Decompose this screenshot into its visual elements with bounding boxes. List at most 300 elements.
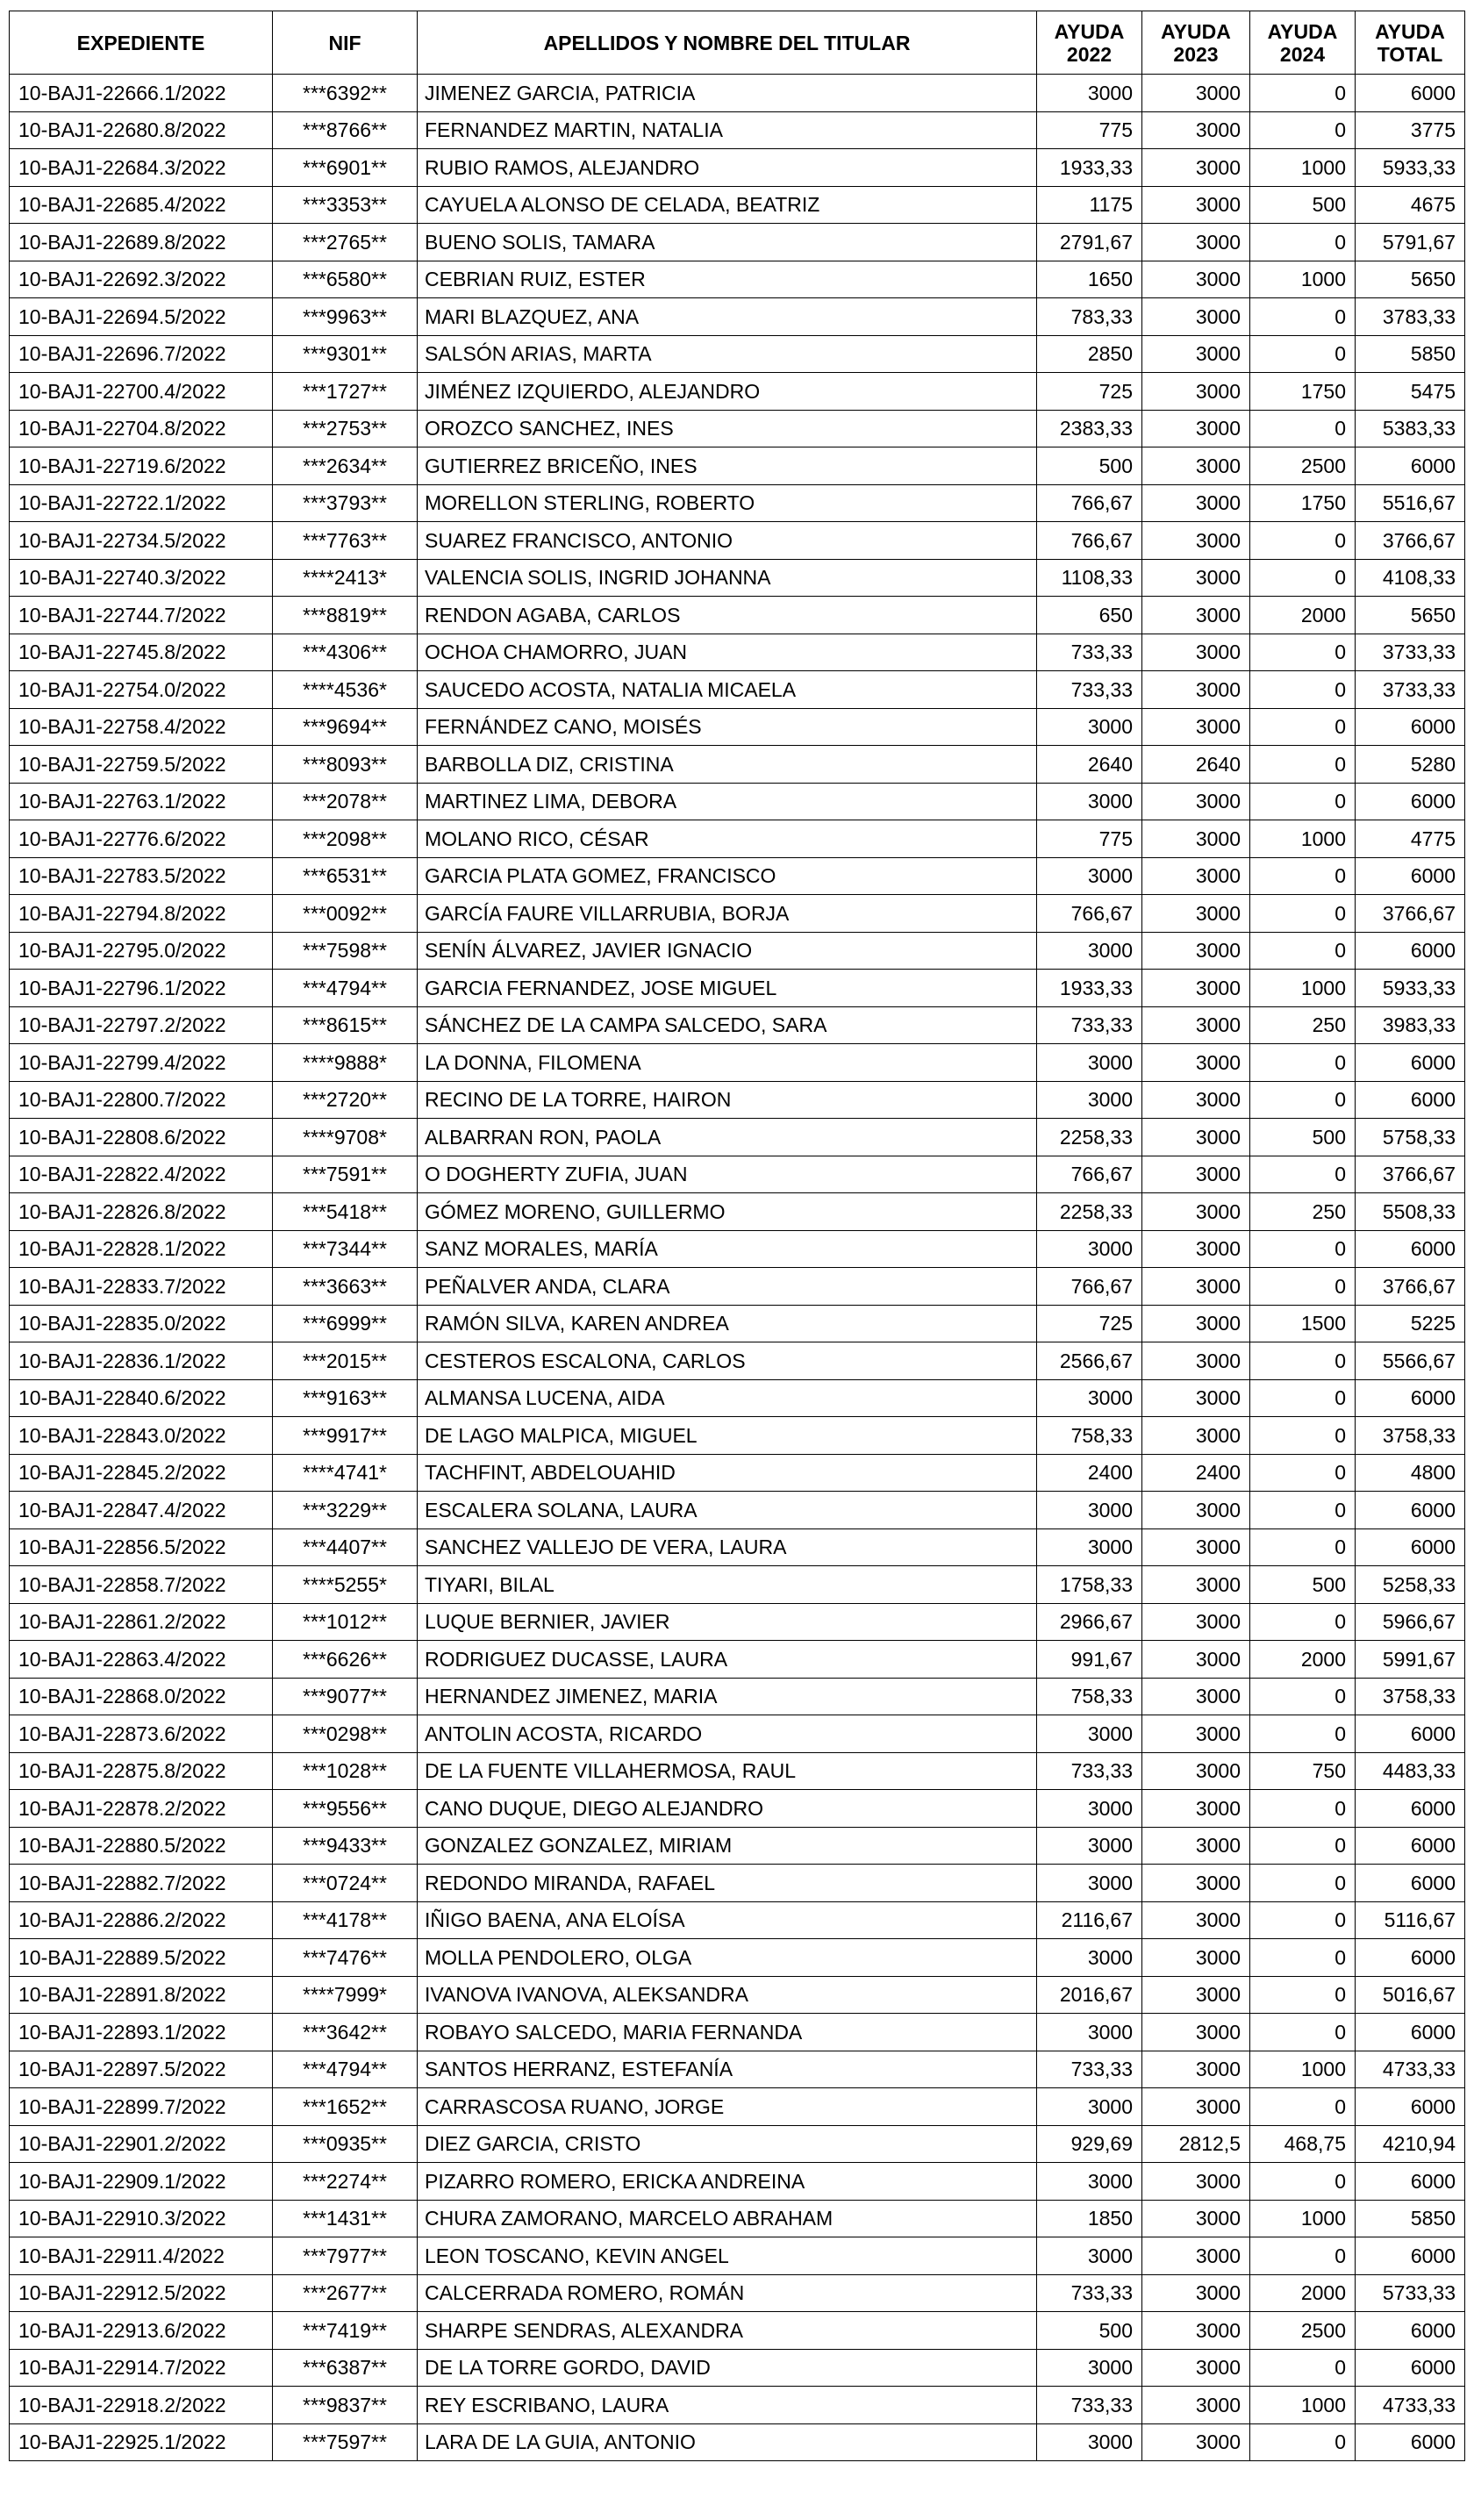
- nif-cell: ***1727**: [273, 373, 418, 411]
- ayuda-2022-cell: 1933,33: [1037, 149, 1142, 187]
- ayuda-2023-cell: 3000: [1142, 1156, 1250, 1193]
- ayuda-2023-cell: 3000: [1142, 484, 1250, 522]
- expediente-cell: 10-BAJ1-22925.1/2022: [10, 2423, 273, 2461]
- table-row: [10, 410, 1465, 447]
- expediente-cell: 10-BAJ1-22913.6/2022: [10, 2312, 273, 2350]
- titular-cell: ANTOLIN ACOSTA, RICARDO: [418, 1715, 1037, 1753]
- ayuda-total-cell: 6000: [1356, 857, 1465, 895]
- ayuda-2023-cell: 2400: [1142, 1454, 1250, 1492]
- header-ayuda-2024: [1250, 11, 1356, 75]
- table-row: [10, 2125, 1465, 2163]
- ayuda-2023-cell: 3000: [1142, 1715, 1250, 1753]
- table-row: [10, 2387, 1465, 2424]
- ayuda-total-cell: 5508,33: [1356, 1193, 1465, 1231]
- table-row: [10, 1566, 1465, 1604]
- ayuda-2024-cell: 250: [1250, 1193, 1356, 1231]
- titular-cell: IVANOVA IVANOVA, ALEKSANDRA: [418, 1976, 1037, 2014]
- table-row: [10, 1193, 1465, 1231]
- document-sheet: [9, 11, 1464, 2461]
- titular-cell: RAMÓN SILVA, KAREN ANDREA: [418, 1305, 1037, 1342]
- ayuda-2022-cell: 733,33: [1037, 671, 1142, 709]
- ayuda-total-cell: 4483,33: [1356, 1752, 1465, 1790]
- nif-cell: ***6387**: [273, 2349, 418, 2387]
- ayuda-2024-cell: 0: [1250, 224, 1356, 261]
- table-row: [10, 1603, 1465, 1641]
- nif-cell: ***5418**: [273, 1193, 418, 1231]
- table-header: [10, 11, 1465, 75]
- ayuda-2024-cell: 0: [1250, 298, 1356, 336]
- ayuda-2022-cell: 3000: [1037, 1790, 1142, 1828]
- ayuda-2023-cell: 3000: [1142, 522, 1250, 560]
- table-row: [10, 335, 1465, 373]
- ayuda-2023-cell: 3000: [1142, 2200, 1250, 2237]
- table-row: [10, 1342, 1465, 1380]
- ayuda-2022-cell: 1758,33: [1037, 1566, 1142, 1604]
- expediente-cell: 10-BAJ1-22843.0/2022: [10, 1417, 273, 1455]
- ayuda-2023-cell: 3000: [1142, 1678, 1250, 1715]
- ayuda-2023-cell: 3000: [1142, 2163, 1250, 2201]
- ayuda-2023-cell: 3000: [1142, 820, 1250, 858]
- nif-cell: ***4794**: [273, 2051, 418, 2088]
- ayuda-2023-cell: 3000: [1142, 932, 1250, 970]
- ayuda-total-cell: 5966,67: [1356, 1603, 1465, 1641]
- table-row: [10, 820, 1465, 858]
- titular-cell: FERNANDEZ MARTIN, NATALIA: [418, 111, 1037, 149]
- expediente-cell: 10-BAJ1-22754.0/2022: [10, 671, 273, 709]
- ayuda-total-cell: 6000: [1356, 2237, 1465, 2275]
- titular-cell: IÑIGO BAENA, ANA ELOÍSA: [418, 1901, 1037, 1939]
- titular-cell: PEÑALVER ANDA, CLARA: [418, 1268, 1037, 1306]
- ayuda-2023-cell: 3000: [1142, 373, 1250, 411]
- table-row: [10, 261, 1465, 298]
- nif-cell: ***8615**: [273, 1006, 418, 1044]
- nif-cell: ***9077**: [273, 1678, 418, 1715]
- ayuda-2024-cell: 0: [1250, 2237, 1356, 2275]
- ayuda-2024-cell: 0: [1250, 671, 1356, 709]
- table-row: [10, 1492, 1465, 1529]
- nif-cell: ***9837**: [273, 2387, 418, 2424]
- ayuda-2023-cell: 3000: [1142, 335, 1250, 373]
- table-row: [10, 857, 1465, 895]
- ayuda-2023-cell: 3000: [1142, 634, 1250, 671]
- ayuda-2022-cell: 733,33: [1037, 1752, 1142, 1790]
- nif-cell: ****4741*: [273, 1454, 418, 1492]
- expediente-cell: 10-BAJ1-22889.5/2022: [10, 1939, 273, 1977]
- ayuda-total-cell: 3758,33: [1356, 1678, 1465, 1715]
- titular-cell: OROZCO SANCHEZ, INES: [418, 410, 1037, 447]
- ayuda-total-cell: 4108,33: [1356, 559, 1465, 597]
- ayuda-2023-cell: 3000: [1142, 2088, 1250, 2126]
- expediente-cell: 10-BAJ1-22808.6/2022: [10, 1119, 273, 1156]
- titular-cell: SÁNCHEZ DE LA CAMPA SALCEDO, SARA: [418, 1006, 1037, 1044]
- ayuda-2023-cell: 3000: [1142, 1379, 1250, 1417]
- ayuda-total-cell: 4675: [1356, 186, 1465, 224]
- table-row: [10, 1417, 1465, 1455]
- expediente-cell: 10-BAJ1-22745.8/2022: [10, 634, 273, 671]
- nif-cell: ***2677**: [273, 2274, 418, 2312]
- titular-cell: LARA DE LA GUIA, ANTONIO: [418, 2423, 1037, 2461]
- expediente-cell: 10-BAJ1-22666.1/2022: [10, 75, 273, 112]
- ayuda-2023-cell: 3000: [1142, 1268, 1250, 1306]
- table-row: [10, 1790, 1465, 1828]
- table-row: [10, 111, 1465, 149]
- titular-cell: MOLANO RICO, CÉSAR: [418, 820, 1037, 858]
- ayuda-2022-cell: 2850: [1037, 335, 1142, 373]
- table-row: [10, 2423, 1465, 2461]
- ayuda-total-cell: 3733,33: [1356, 634, 1465, 671]
- ayuda-2024-cell: 2000: [1250, 597, 1356, 634]
- ayuda-2022-cell: 733,33: [1037, 634, 1142, 671]
- ayuda-2024-cell: 1000: [1250, 2387, 1356, 2424]
- table-row: [10, 932, 1465, 970]
- ayuda-2024-cell: 0: [1250, 2088, 1356, 2126]
- ayuda-2023-cell: 3000: [1142, 261, 1250, 298]
- titular-cell: CHURA ZAMORANO, MARCELO ABRAHAM: [418, 2200, 1037, 2237]
- ayuda-total-cell: 6000: [1356, 1230, 1465, 1268]
- titular-cell: GÓMEZ MORENO, GUILLERMO: [418, 1193, 1037, 1231]
- nif-cell: ***7597**: [273, 2423, 418, 2461]
- table-row: [10, 1156, 1465, 1193]
- ayuda-2023-cell: 3000: [1142, 1901, 1250, 1939]
- ayuda-total-cell: 3766,67: [1356, 1156, 1465, 1193]
- ayuda-2024-cell: 0: [1250, 335, 1356, 373]
- ayuda-2023-cell: 3000: [1142, 1641, 1250, 1679]
- ayuda-2022-cell: 775: [1037, 820, 1142, 858]
- table-row: [10, 783, 1465, 820]
- ayuda-total-cell: 5280: [1356, 746, 1465, 784]
- expediente-cell: 10-BAJ1-22722.1/2022: [10, 484, 273, 522]
- titular-cell: SANTOS HERRANZ, ESTEFANÍA: [418, 2051, 1037, 2088]
- expediente-cell: 10-BAJ1-22833.7/2022: [10, 1268, 273, 1306]
- header-ayuda-2022-line1: AYUDA: [1054, 19, 1125, 43]
- ayuda-2023-cell: 3000: [1142, 1006, 1250, 1044]
- table-row: [10, 373, 1465, 411]
- expediente-cell: 10-BAJ1-22836.1/2022: [10, 1342, 273, 1380]
- ayuda-2024-cell: 1000: [1250, 261, 1356, 298]
- titular-cell: BARBOLLA DIZ, CRISTINA: [418, 746, 1037, 784]
- titular-cell: VALENCIA SOLIS, INGRID JOHANNA: [418, 559, 1037, 597]
- nif-cell: ***9917**: [273, 1417, 418, 1455]
- ayuda-total-cell: 6000: [1356, 1865, 1465, 1902]
- expediente-cell: 10-BAJ1-22776.6/2022: [10, 820, 273, 858]
- ayuda-2023-cell: 3000: [1142, 1417, 1250, 1455]
- ayuda-2024-cell: 500: [1250, 1566, 1356, 1604]
- ayuda-2024-cell: 1000: [1250, 820, 1356, 858]
- titular-cell: CESTEROS ESCALONA, CARLOS: [418, 1342, 1037, 1380]
- titular-cell: GARCIA FERNANDEZ, JOSE MIGUEL: [418, 970, 1037, 1007]
- ayuda-2022-cell: 3000: [1037, 2349, 1142, 2387]
- ayuda-total-cell: 3758,33: [1356, 1417, 1465, 1455]
- nif-cell: ***1028**: [273, 1752, 418, 1790]
- expediente-cell: 10-BAJ1-22910.3/2022: [10, 2200, 273, 2237]
- ayuda-2024-cell: 1500: [1250, 1305, 1356, 1342]
- ayuda-2022-cell: 2383,33: [1037, 410, 1142, 447]
- table-row: [10, 2014, 1465, 2051]
- nif-cell: ***8766**: [273, 111, 418, 149]
- expediente-cell: 10-BAJ1-22901.2/2022: [10, 2125, 273, 2163]
- titular-cell: JIMÉNEZ IZQUIERDO, ALEJANDRO: [418, 373, 1037, 411]
- nif-cell: ***9694**: [273, 708, 418, 746]
- ayuda-2022-cell: 3000: [1037, 857, 1142, 895]
- ayuda-2023-cell: 3000: [1142, 447, 1250, 485]
- ayuda-2024-cell: 0: [1250, 2014, 1356, 2051]
- ayuda-2022-cell: 766,67: [1037, 1268, 1142, 1306]
- ayuda-2023-cell: 3000: [1142, 2274, 1250, 2312]
- table-row: [10, 484, 1465, 522]
- ayuda-total-cell: 6000: [1356, 75, 1465, 112]
- ayuda-2023-cell: 3000: [1142, 857, 1250, 895]
- titular-cell: OCHOA CHAMORRO, JUAN: [418, 634, 1037, 671]
- nif-cell: ****4536*: [273, 671, 418, 709]
- ayuda-total-cell: 6000: [1356, 1790, 1465, 1828]
- nif-cell: ***9301**: [273, 335, 418, 373]
- ayuda-2024-cell: 0: [1250, 1230, 1356, 1268]
- expediente-cell: 10-BAJ1-22680.8/2022: [10, 111, 273, 149]
- ayuda-total-cell: 5116,67: [1356, 1901, 1465, 1939]
- ayuda-total-cell: 3766,67: [1356, 522, 1465, 560]
- ayuda-2022-cell: 3000: [1037, 1939, 1142, 1977]
- ayuda-2023-cell: 3000: [1142, 186, 1250, 224]
- header-ayuda-2023: [1142, 11, 1250, 75]
- expediente-cell: 10-BAJ1-22882.7/2022: [10, 1865, 273, 1902]
- ayuda-2022-cell: 3000: [1037, 1230, 1142, 1268]
- expediente-cell: 10-BAJ1-22856.5/2022: [10, 1528, 273, 1566]
- expediente-cell: 10-BAJ1-22880.5/2022: [10, 1827, 273, 1865]
- ayuda-2023-cell: 3000: [1142, 2349, 1250, 2387]
- expediente-cell: 10-BAJ1-22796.1/2022: [10, 970, 273, 1007]
- table-body: [10, 75, 1465, 2461]
- grants-table: [9, 11, 1465, 2461]
- ayuda-2024-cell: 0: [1250, 559, 1356, 597]
- nif-cell: ***6999**: [273, 1305, 418, 1342]
- expediente-cell: 10-BAJ1-22719.6/2022: [10, 447, 273, 485]
- titular-cell: SAUCEDO ACOSTA, NATALIA MICAELA: [418, 671, 1037, 709]
- titular-cell: ALMANSA LUCENA, AIDA: [418, 1379, 1037, 1417]
- ayuda-2024-cell: 0: [1250, 2423, 1356, 2461]
- ayuda-2023-cell: 3000: [1142, 970, 1250, 1007]
- ayuda-2023-cell: 3000: [1142, 149, 1250, 187]
- ayuda-total-cell: 6000: [1356, 2014, 1465, 2051]
- expediente-cell: 10-BAJ1-22897.5/2022: [10, 2051, 273, 2088]
- nif-cell: ***3353**: [273, 186, 418, 224]
- expediente-cell: 10-BAJ1-22758.4/2022: [10, 708, 273, 746]
- nif-cell: ***3229**: [273, 1492, 418, 1529]
- expediente-cell: 10-BAJ1-22909.1/2022: [10, 2163, 273, 2201]
- titular-cell: RENDON AGABA, CARLOS: [418, 597, 1037, 634]
- nif-cell: ***4178**: [273, 1901, 418, 1939]
- nif-cell: ***9556**: [273, 1790, 418, 1828]
- ayuda-2023-cell: 3000: [1142, 2014, 1250, 2051]
- ayuda-2022-cell: 650: [1037, 597, 1142, 634]
- ayuda-total-cell: 5566,67: [1356, 1342, 1465, 1380]
- titular-cell: LEON TOSCANO, KEVIN ANGEL: [418, 2237, 1037, 2275]
- ayuda-2022-cell: 2258,33: [1037, 1193, 1142, 1231]
- ayuda-total-cell: 3766,67: [1356, 1268, 1465, 1306]
- ayuda-2023-cell: 3000: [1142, 111, 1250, 149]
- ayuda-2024-cell: 0: [1250, 1528, 1356, 1566]
- expediente-cell: 10-BAJ1-22692.3/2022: [10, 261, 273, 298]
- ayuda-2023-cell: 3000: [1142, 895, 1250, 933]
- nif-cell: ***4306**: [273, 634, 418, 671]
- expediente-cell: 10-BAJ1-22893.1/2022: [10, 2014, 273, 2051]
- ayuda-2022-cell: 500: [1037, 447, 1142, 485]
- ayuda-2022-cell: 783,33: [1037, 298, 1142, 336]
- expediente-cell: 10-BAJ1-22734.5/2022: [10, 522, 273, 560]
- titular-cell: ROBAYO SALCEDO, MARIA FERNANDA: [418, 2014, 1037, 2051]
- ayuda-2024-cell: 0: [1250, 1827, 1356, 1865]
- ayuda-2022-cell: 1650: [1037, 261, 1142, 298]
- ayuda-total-cell: 6000: [1356, 1492, 1465, 1529]
- table-row: [10, 2237, 1465, 2275]
- titular-cell: GUTIERREZ BRICEÑO, INES: [418, 447, 1037, 485]
- titular-cell: TIYARI, BILAL: [418, 1566, 1037, 1604]
- ayuda-2024-cell: 500: [1250, 186, 1356, 224]
- ayuda-2022-cell: 2258,33: [1037, 1119, 1142, 1156]
- ayuda-2023-cell: 3000: [1142, 1827, 1250, 1865]
- titular-cell: PIZARRO ROMERO, ERICKA ANDREINA: [418, 2163, 1037, 2201]
- ayuda-total-cell: 3775: [1356, 111, 1465, 149]
- expediente-cell: 10-BAJ1-22911.4/2022: [10, 2237, 273, 2275]
- ayuda-2024-cell: 2000: [1250, 2274, 1356, 2312]
- ayuda-2022-cell: 3000: [1037, 1379, 1142, 1417]
- expediente-cell: 10-BAJ1-22744.7/2022: [10, 597, 273, 634]
- ayuda-2024-cell: 2500: [1250, 447, 1356, 485]
- ayuda-2024-cell: 0: [1250, 1081, 1356, 1119]
- ayuda-2022-cell: 3000: [1037, 1865, 1142, 1902]
- table-row: [10, 1454, 1465, 1492]
- table-row: [10, 1305, 1465, 1342]
- ayuda-2022-cell: 3000: [1037, 1715, 1142, 1753]
- table-row: [10, 149, 1465, 187]
- table-row: [10, 1715, 1465, 1753]
- ayuda-2022-cell: 2966,67: [1037, 1603, 1142, 1641]
- nif-cell: ***2634**: [273, 447, 418, 485]
- ayuda-total-cell: 4210,94: [1356, 2125, 1465, 2163]
- expediente-cell: 10-BAJ1-22899.7/2022: [10, 2088, 273, 2126]
- table-row: [10, 634, 1465, 671]
- ayuda-2023-cell: 3000: [1142, 1492, 1250, 1529]
- ayuda-total-cell: 5258,33: [1356, 1566, 1465, 1604]
- nif-cell: ****2413*: [273, 559, 418, 597]
- expediente-cell: 10-BAJ1-22918.2/2022: [10, 2387, 273, 2424]
- nif-cell: ****9888*: [273, 1044, 418, 1082]
- ayuda-total-cell: 6000: [1356, 1715, 1465, 1753]
- ayuda-total-cell: 5933,33: [1356, 970, 1465, 1007]
- nif-cell: ***9433**: [273, 1827, 418, 1865]
- ayuda-2024-cell: 1000: [1250, 2200, 1356, 2237]
- table-row: [10, 1268, 1465, 1306]
- header-ayuda-2023-line1: AYUDA: [1161, 19, 1231, 43]
- nif-cell: ***3793**: [273, 484, 418, 522]
- ayuda-2022-cell: 3000: [1037, 1827, 1142, 1865]
- nif-cell: ***6580**: [273, 261, 418, 298]
- titular-cell: BUENO SOLIS, TAMARA: [418, 224, 1037, 261]
- ayuda-2024-cell: 0: [1250, 111, 1356, 149]
- ayuda-2023-cell: 3000: [1142, 1119, 1250, 1156]
- titular-cell: DIEZ GARCIA, CRISTO: [418, 2125, 1037, 2163]
- ayuda-2022-cell: 991,67: [1037, 1641, 1142, 1679]
- ayuda-2024-cell: 0: [1250, 2163, 1356, 2201]
- nif-cell: ***2753**: [273, 410, 418, 447]
- ayuda-total-cell: 4733,33: [1356, 2387, 1465, 2424]
- expediente-cell: 10-BAJ1-22847.4/2022: [10, 1492, 273, 1529]
- nif-cell: ****9708*: [273, 1119, 418, 1156]
- ayuda-2023-cell: 2640: [1142, 746, 1250, 784]
- nif-cell: ***6626**: [273, 1641, 418, 1679]
- titular-cell: MARTINEZ LIMA, DEBORA: [418, 783, 1037, 820]
- ayuda-2022-cell: 2116,67: [1037, 1901, 1142, 1939]
- ayuda-total-cell: 6000: [1356, 783, 1465, 820]
- titular-cell: JIMENEZ GARCIA, PATRICIA: [418, 75, 1037, 112]
- nif-cell: ***2015**: [273, 1342, 418, 1380]
- ayuda-2024-cell: 250: [1250, 1006, 1356, 1044]
- table-row: [10, 1827, 1465, 1865]
- ayuda-total-cell: 6000: [1356, 2312, 1465, 2350]
- ayuda-2022-cell: 3000: [1037, 2014, 1142, 2051]
- ayuda-2022-cell: 766,67: [1037, 1156, 1142, 1193]
- nif-cell: ***1012**: [273, 1603, 418, 1641]
- ayuda-2022-cell: 3000: [1037, 708, 1142, 746]
- header-ayuda-total: [1356, 11, 1465, 75]
- ayuda-2024-cell: 1750: [1250, 484, 1356, 522]
- header-ayuda-total-line1: AYUDA: [1375, 19, 1445, 43]
- table-row: [10, 895, 1465, 933]
- expediente-cell: 10-BAJ1-22891.8/2022: [10, 1976, 273, 2014]
- ayuda-2023-cell: 3000: [1142, 1342, 1250, 1380]
- ayuda-total-cell: 3783,33: [1356, 298, 1465, 336]
- expediente-cell: 10-BAJ1-22684.3/2022: [10, 149, 273, 187]
- nif-cell: ***2274**: [273, 2163, 418, 2201]
- ayuda-2022-cell: 3000: [1037, 2088, 1142, 2126]
- titular-cell: DE LAGO MALPICA, MIGUEL: [418, 1417, 1037, 1455]
- ayuda-2022-cell: 758,33: [1037, 1417, 1142, 1455]
- ayuda-2022-cell: 1108,33: [1037, 559, 1142, 597]
- ayuda-2023-cell: 3000: [1142, 1865, 1250, 1902]
- expediente-cell: 10-BAJ1-22886.2/2022: [10, 1901, 273, 1939]
- ayuda-2024-cell: 2500: [1250, 2312, 1356, 2350]
- nif-cell: ***7476**: [273, 1939, 418, 1977]
- table-row: [10, 1865, 1465, 1902]
- expediente-cell: 10-BAJ1-22863.4/2022: [10, 1641, 273, 1679]
- titular-cell: ALBARRAN RON, PAOLA: [418, 1119, 1037, 1156]
- ayuda-2024-cell: 0: [1250, 1901, 1356, 1939]
- nif-cell: ***0298**: [273, 1715, 418, 1753]
- expediente-cell: 10-BAJ1-22826.8/2022: [10, 1193, 273, 1231]
- titular-cell: DE LA TORRE GORDO, DAVID: [418, 2349, 1037, 2387]
- table-row: [10, 2312, 1465, 2350]
- titular-cell: DE LA FUENTE VILLAHERMOSA, RAUL: [418, 1752, 1037, 1790]
- ayuda-2022-cell: 1850: [1037, 2200, 1142, 2237]
- ayuda-2023-cell: 3000: [1142, 75, 1250, 112]
- titular-cell: LA DONNA, FILOMENA: [418, 1044, 1037, 1082]
- ayuda-2024-cell: 0: [1250, 1379, 1356, 1417]
- header-ayuda-2024-line2: 2024: [1279, 42, 1326, 66]
- header-nif: NIF: [273, 11, 418, 75]
- nif-cell: ***0092**: [273, 895, 418, 933]
- header-ayuda-2023-line2: 2023: [1173, 42, 1219, 66]
- nif-cell: ***7763**: [273, 522, 418, 560]
- ayuda-2022-cell: 766,67: [1037, 484, 1142, 522]
- ayuda-2024-cell: 0: [1250, 1678, 1356, 1715]
- expediente-cell: 10-BAJ1-22873.6/2022: [10, 1715, 273, 1753]
- table-row: [10, 2051, 1465, 2088]
- ayuda-2023-cell: 3000: [1142, 1081, 1250, 1119]
- ayuda-2024-cell: 1000: [1250, 2051, 1356, 2088]
- ayuda-2022-cell: 758,33: [1037, 1678, 1142, 1715]
- ayuda-2023-cell: 2812,5: [1142, 2125, 1250, 2163]
- header-ayuda-2024-line1: AYUDA: [1267, 19, 1338, 43]
- header-titular: APELLIDOS Y NOMBRE DEL TITULAR: [418, 11, 1037, 75]
